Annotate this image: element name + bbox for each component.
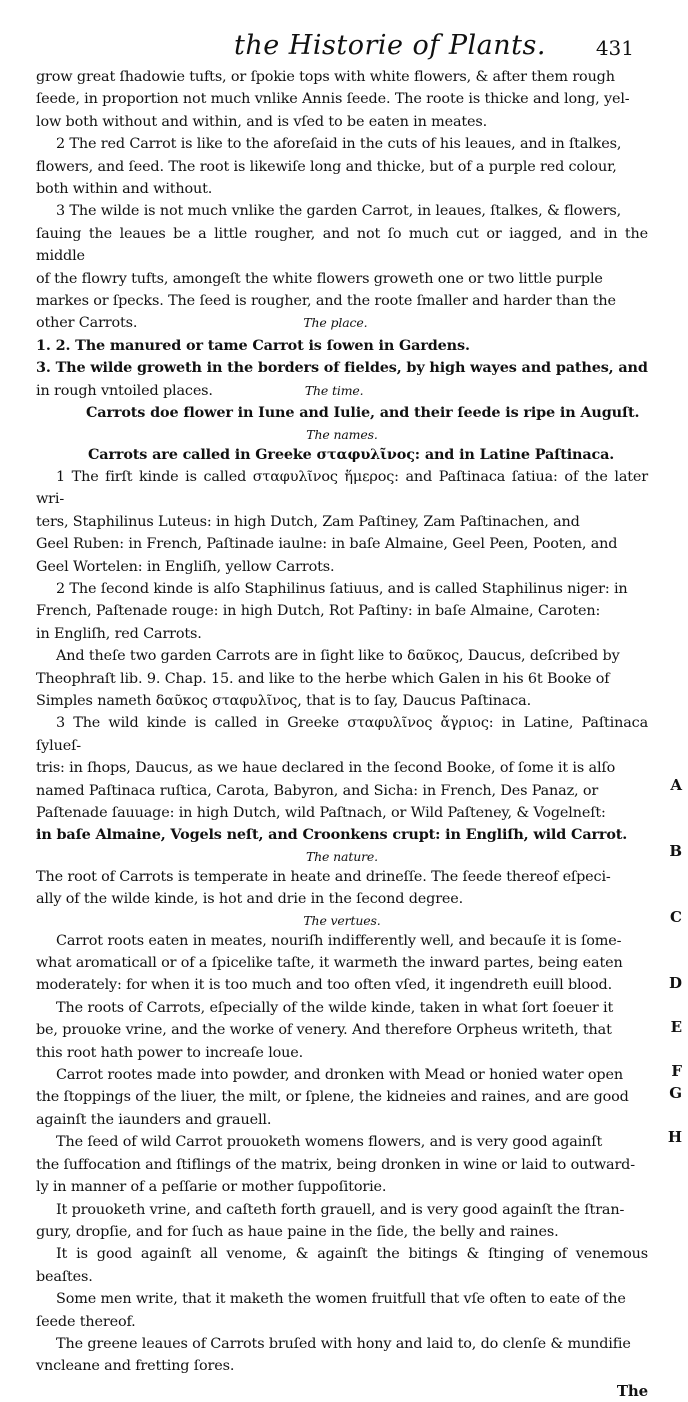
text-line: tris: in ſhops, Daucus, as we haue declared in the ſecond Booke, of ſome it is alſo [36,760,616,777]
page-header [36,30,648,66]
text-line: Geel Wortelen: in Engliſh, yellow Carrots. [36,558,335,575]
text-line: ſeede thereof. [36,1313,136,1330]
text-line: in baſe Almaine, Vogels neſt, and Croonkens crupt: in Engliſh, wild Carrot. [36,826,628,844]
margin-letter: A [670,776,682,794]
heading-vertues: The vertues. [303,912,381,928]
text-line: French, Paſtenade rouge: in high Dutch, Rot Paſtiny: in baſe Almaine, Caroten: [36,603,601,620]
text-line: 1 The firſt kinde is called σταφυλῖνος ἥμερος: and Paſtinaca ſatiua: of the later wri- [36,468,648,508]
text-line: Some men write, that it maketh the women fruitfull that vſe often to eate of the [56,1291,626,1308]
text-line: flowers, and ſeed. The root is likewiſe long and thicke, but of a purple red colour, [36,158,617,175]
text-line: moderately: for when it is too much and too often vſed, it ingendreth euill blood. [36,977,613,994]
heading-nature: The nature. [305,848,379,864]
catchword: The [616,1381,648,1400]
text-line: 1. 2. The manured or tame Carrot is ſowen in Gardens. [36,336,470,354]
text-line: The root of Carrots is temperate in heate and drineſſe. The ſeede thereof eſpeci- [36,868,611,885]
text-line: the ſuffocation and ſtiflings of the matrix, being dronken in wine or laid to outward- [36,1156,635,1173]
text-line: 3 The wilde is not much vnlike the garden Carrot, in leaues, ſtalkes, & flowers, [56,203,622,220]
text-line: Geel Ruben: in French, Paſtinade iaulne: in baſe Almaine, Geel Peen, Pooten, and [36,536,618,553]
text-fragment: in rough vntoiled places. [36,382,213,399]
text-line: Carrot rootes made into powder, and dronken with Mead or honied water open [56,1067,623,1084]
text-line: ly in manner of a peſſarie or mother ſuppoſitorie. [36,1179,387,1196]
text-line: 2 The red Carrot is like to the aforeſaid in the cuts of his leaues, and in ſtalkes, [56,136,622,153]
text-line: 2 The ſecond kinde is alſo Staphilinus ſatiuus, and is called Staphilinus niger: in [56,580,628,597]
margin-letter: B [669,842,682,860]
margin-letter: F [671,1062,682,1080]
margin-letter: H [667,1128,682,1146]
margin-letter: G [669,1084,682,1102]
text-line: againſt the iaunders and grauell. [36,1111,272,1128]
text-line [36,380,648,402]
text-line: of the flowry tufts, amongeſt the white flowers groweth one or two little purple [36,270,603,287]
heading-time: The time. [304,382,364,398]
margin-letter: D [668,974,682,992]
text-line: this root hath power to increaſe loue. [36,1044,304,1061]
running-title: the Historie of Plants. [234,30,546,61]
text-line: The greene leaues of Carrots bruſed with hony and laid to, do clenſe & mundifie [56,1335,631,1352]
text-line: both within and without. [36,181,213,198]
text-fragment: other Carrots. [36,315,138,332]
text-line: Carrot roots eaten in meates, nouriſh indifferently well, and becauſe it is ſome- [56,932,622,949]
text-line [36,312,648,334]
heading-place: The place. [303,315,368,331]
text-line: And theſe two garden Carrots are in ſight like to δαῦκος, Daucus, deſcribed by [56,648,620,665]
text-line: It prouoketh vrine, and caſteth forth grauell, and is very good againſt the ſtran- [56,1201,625,1218]
heading-names: The names. [306,426,378,442]
text-line: The ſeed of wild Carrot prouoketh womens flowers, and is very good againſt [56,1134,603,1151]
margin-letter: C [670,908,682,926]
text-line: ſauing the leaues be a little rougher, and not ſo much cut or iagged, and in the middle [36,225,648,265]
text-line: the ſtoppings of the liuer, the milt, or ſplene, the kidneies and raines, and are good [36,1089,629,1106]
text-line: markes or ſpecks. The ſeed is rougher, and the roote ſmaller and harder than the [36,293,616,310]
text-line: what aromaticall or of a ſpicelike taſte, it warmeth the inward partes, being eaten [36,955,623,972]
text-line: named Paſtinaca ruſtica, Carota, Babyron, and Sicha: in French, Des Panaz, or [36,782,599,799]
body-text [36,66,648,1402]
text-line: Paſtenade ſauuage: in high Dutch, wild Paſtnach, or Wild Paſteney, & Vogelneſt: [36,805,606,821]
text-line: Theophraſt lib. 9. Chap. 15. and like to the herbe which Galen in his 6t Booke of [36,670,610,687]
page-number: 431 [595,36,634,60]
text-line: It is good againſt all venome, & againſt the bitings & ſtinging of venemous beaſtes. [36,1246,648,1285]
text-line: grow great ſhadowie tufts, or ſpokie tops with white flowers, & after them rough [36,69,615,85]
text-line: in Engliſh, red Carrots. [36,625,202,642]
text-line: ally of the wilde kinde, is hot and drie in the ſecond degree. [36,891,464,908]
text-line: be, prouoke vrine, and the worke of venery. And therefore Orpheus writeth, that [36,1022,612,1039]
margin-letter: E [670,1018,682,1036]
text-line: 3 The wild kinde is called in Greeke σταφυλῖνος ἄγριος: in Latine, Paſtinaca ſylueſ- [36,715,648,754]
text-line: gury, dropſie, and for ſuch as haue paine in the ſide, the belly and raines. [36,1223,559,1240]
text-line: Simples nameth δαῦκος σταφυλῖνος, that is to ſay, Daucus Paſtinaca. [36,692,532,709]
text-line: Carrots doe flower in Iune and Iulie, and their ſeede is ripe in Auguſt. [86,404,640,422]
text-line: ters, Staphilinus Luteus: in high Dutch, Zam Paſtiney, Zam Paſtinachen, and [36,513,580,530]
text-line: vncleane and fretting ſores. [36,1358,235,1375]
text-line: low both without and within, and is vſed to be eaten in meates. [36,113,488,130]
text-line: 3. The wilde groweth in the borders of fieldes, by high wayes and pathes, and [36,359,648,377]
text-line: The roots of Carrots, eſpecially of the wilde kinde, taken in what ſort ſoeuer it [56,999,614,1016]
text-line: ſeede, in proportion not much vnlike Annis ſeede. The roote is thicke and long, yel- [36,91,630,108]
text-line: Carrots are called in Greeke σταφυλῖνος: and in Latine Paſtinaca. [88,445,615,463]
